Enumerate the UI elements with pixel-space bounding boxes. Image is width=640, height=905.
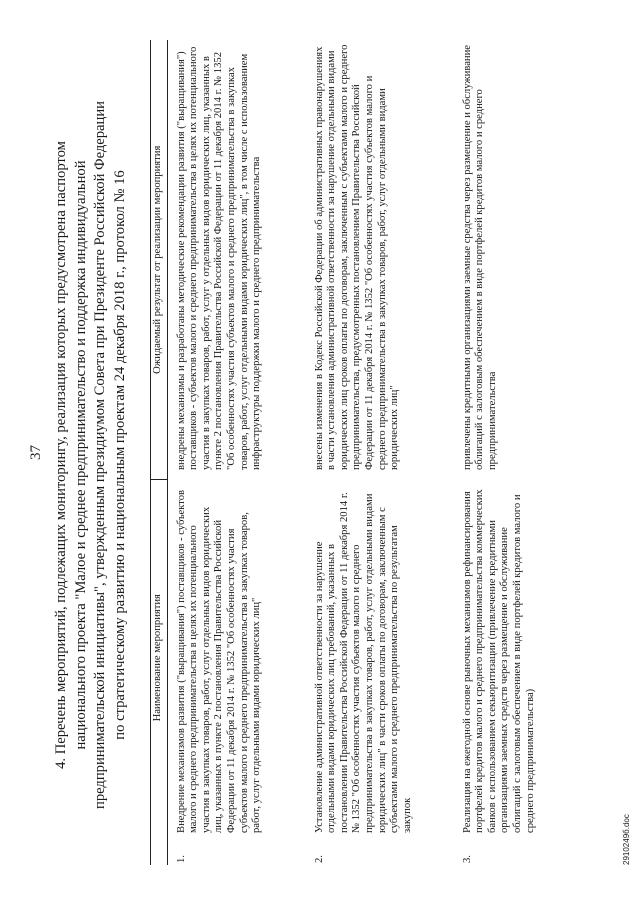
table-header-row xyxy=(151,40,168,865)
measure-name: Внедрение механизмов развития ("выращивания") поставщиков - субъектов малого и среднего предпринимательства в целях их потенциального участия в закупках товаров, работ, услуг отдельных видов юридических лиц, указанных в пункте 2 постановления Правительства Российской Федерации от 11 декабря 2014 г. № 1352 "Об особенностях участия субъектов малого и среднего предпринимательства в закупках товаров, работ, услуг отдельными видами юридических лиц" xyxy=(175,489,263,833)
measure-name: Установление административной ответственности за нарушение отдельными видами юридических лиц требований, указанных в постановлении Правительства Российской Федерации от 11 декабря 2014 г. № 1352 "Об особенностях участия субъектов малого и среднего предпринимательства в закупках товаров, работ, услуг отдельными видами юридических лиц" в части сроков оплаты по договорам, заключенным с субъектами малого и среднего предпринимательства по результатам закупок xyxy=(313,492,413,833)
page-number: 37 xyxy=(28,445,44,460)
heading-line: по стратегическому развитию и национальным проектам 24 декабря 2018 г., протокол № 16 xyxy=(111,170,128,740)
row-number: 1. xyxy=(175,855,187,863)
footer-file-code: 2910249б.doc xyxy=(622,814,631,865)
header-number-cell xyxy=(151,835,168,865)
measure-result: внедрены механизмы и разработаны методические рекомендации развития ("выращивания") поставщиков - субъектов малого и среднего предпринимательства в целях их потенциального участия в закупках товаров, работ, услуг у отдельных видов юридических лиц, указанных в пункте 2 постановления Правительства Российской Федерации от 11 декабря 2014 г. № 1352 "Об особенностях участия субъектов малого и среднего предпринимательства в закупках товаров, работ, услуг отдельными видами юридических лиц", в том числе с использованием инфраструктуры поддержки малого и среднего предпринимательства xyxy=(175,46,263,470)
measure-result: внесены изменения в Кодекс Российской Федерации об административных правонарушениях в части установления административной ответственности за нарушение отдельными видами юридических лиц сроков оплаты по договорам, заключенным с субъектами малого и среднего предпринимательства, предусмотренных постановлением Правительства Российской Федерации от 11 декабря 2014 г. № 1352 "Об особенностях участия субъектов малого и среднего предпринимательства в закупках товаров, работ, услуг отдельными видами юридических лиц" xyxy=(313,44,401,470)
measure-result: привлечены кредитными организациями заемные средства через размещение и обслуживание облигаций с залоговым обеспечением в виде портфелей кредитов малого и среднего предпринимательства xyxy=(461,45,498,470)
header-name-cell: Наименование мероприятия xyxy=(151,480,168,835)
heading-line: национального проекта "Малое и среднее предпринимательство и поддержка индивидуальной xyxy=(72,160,89,750)
section-heading xyxy=(52,75,130,835)
table-row xyxy=(167,40,306,865)
heading-line: предпринимательской инициативы", утвержденным президиумом Совета при Президенте Российской Федерации xyxy=(92,101,109,809)
row-number: 3. xyxy=(461,855,473,863)
header-result-cell: Ожидаемый результат от реализации мероприятия xyxy=(151,40,168,480)
table-row xyxy=(306,40,454,865)
row-number: 2. xyxy=(313,855,325,863)
measures-table xyxy=(150,40,541,865)
measure-name: Реализация на ежегодной основе рыночных механизмов рефинансирования портфелей кредитов малого и среднего предпринимательства коммерческих банков с использованием секьюритизации (привлечение кредитными организациями заемных средств через размещение и обслуживание облигаций с залоговым обеспечением в виде портфелей кредитов малого и среднего предпринимательства) xyxy=(461,489,536,833)
heading-line: 4. Перечень мероприятий, подлежащих мониторингу, реализация которых предусмотрена паспортом xyxy=(53,141,69,769)
table-row xyxy=(454,40,542,865)
